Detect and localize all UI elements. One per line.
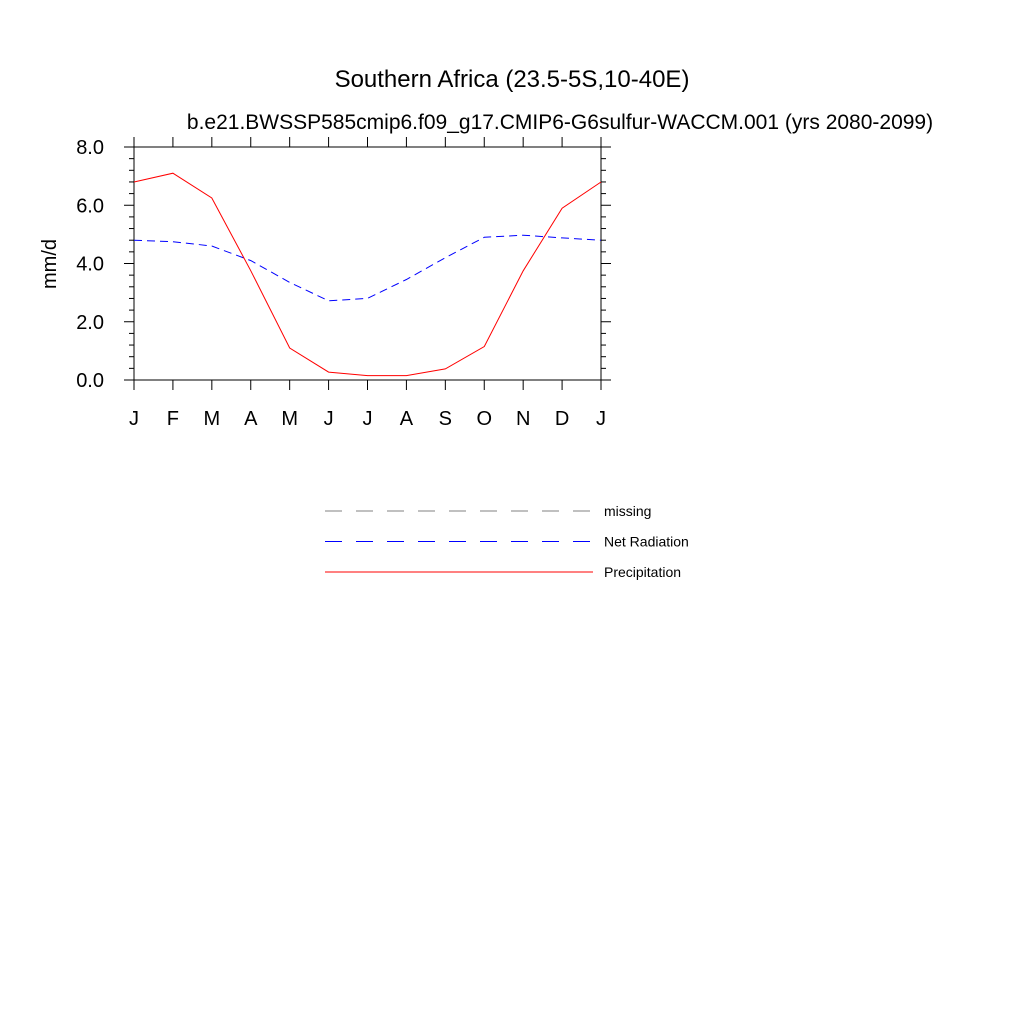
series-line-precipitation: [134, 173, 601, 375]
y-tick-label: 2.0: [76, 311, 104, 334]
y-tick-labels: [76, 137, 104, 392]
legend-label-missing: missing: [604, 503, 652, 519]
axis-ticks: [124, 137, 611, 390]
y-tick-label: 4.0: [76, 253, 104, 276]
x-tick-labels: [129, 408, 606, 430]
x-tick-label: J: [362, 408, 373, 430]
x-tick-label: O: [476, 408, 493, 430]
x-tick-label: A: [244, 408, 258, 430]
series-lines: [134, 173, 601, 375]
legend: [325, 503, 689, 580]
x-tick-label: N: [515, 408, 531, 430]
y-tick-label: 6.0: [76, 195, 104, 218]
y-tick-label: 8.0: [76, 137, 104, 159]
x-tick-label: F: [166, 408, 180, 430]
x-tick-label: J: [596, 408, 606, 430]
legend-label-precipitation: Precipitation: [604, 564, 682, 580]
plot-frame: [134, 147, 601, 380]
series-line-net-radiation: [134, 235, 601, 301]
y-axis-label: mm/d: [39, 239, 61, 289]
x-tick-label: J: [323, 408, 334, 430]
y-tick-label: 0.0: [76, 370, 104, 392]
x-tick-label: M: [203, 408, 221, 430]
x-tick-label: M: [281, 408, 299, 430]
x-tick-label: J: [129, 408, 139, 430]
chart-subtitle: b.e21.BWSSP585cmip6.f09_g17.CMIP6-G6sulfur-WACCM.001 (yrs 2080-2099): [186, 111, 934, 134]
x-tick-label: A: [399, 408, 414, 430]
x-tick-label: D: [554, 408, 570, 430]
chart-title: Southern Africa (23.5-5S,10-40E): [334, 66, 690, 93]
legend-label-net-radiation: Net Radiation: [604, 533, 689, 550]
x-tick-label: S: [438, 408, 453, 430]
